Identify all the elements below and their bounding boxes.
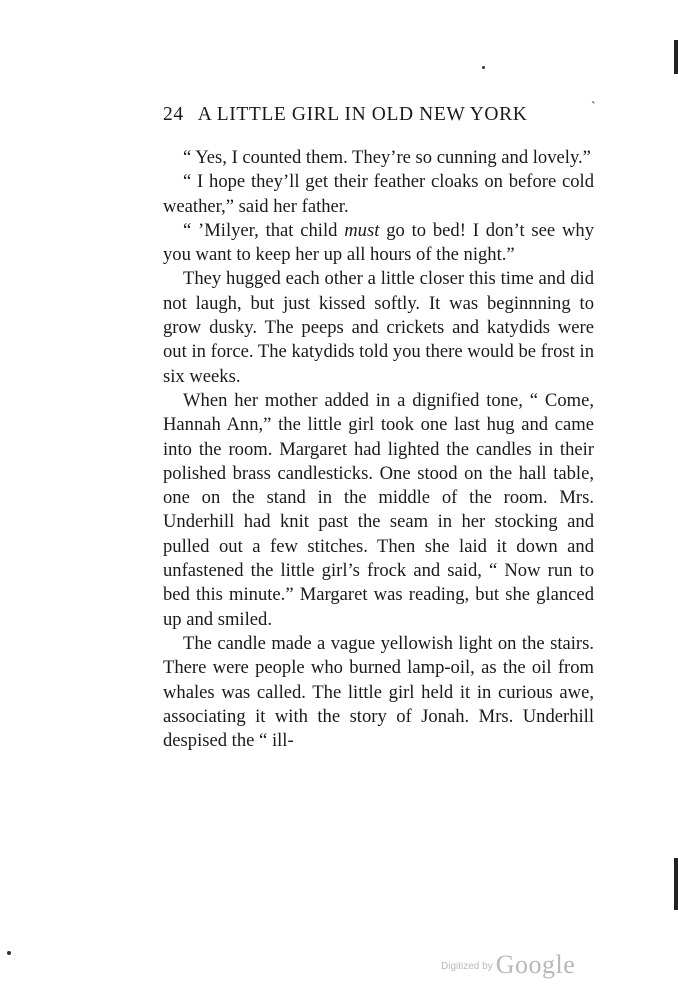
emphasized-word: must: [344, 219, 380, 241]
scan-speck: ˋ: [591, 100, 597, 115]
scan-speck: [482, 66, 485, 69]
paragraph: They hugged each other a little closer this time and did not laugh, but just kissed softly. It was beginnning to grow dusky. The peeps and crickets and katydids were out in force. The katydids told you there would be frost in six weeks.: [163, 268, 594, 387]
paragraph: The candle made a vague yellowish light on the stairs. There were people who burned lamp-oil, as the oil from whales was called. The little girl held it in curious awe, associating it with the story of Jonah. Mrs. Underhill despised the “ ill-: [163, 632, 594, 752]
scan-edge-mark-top: [674, 40, 678, 74]
paragraph: “ I hope they’ll get their feather cloaks on before cold weather,” said her father.: [163, 171, 594, 217]
digitization-watermark: [441, 950, 601, 980]
scan-edge-mark-bottom: [674, 858, 678, 910]
running-header: [163, 100, 603, 126]
paragraph: “ Yes, I counted them. They’re so cunning and lovely.”: [183, 147, 591, 168]
scan-speck: [7, 951, 11, 955]
paragraph: [163, 219, 594, 268]
watermark-prefix: Digitized by: [441, 961, 493, 972]
watermark-brand: Google: [495, 950, 576, 979]
paragraph-text: go to bed! I don’t see why you want to keep her up all hours of the night.”: [163, 219, 594, 266]
running-title: A LITTLE GIRL IN OLD NEW YORK: [197, 104, 528, 125]
paragraph-text: “ ’Milyer, that child: [183, 219, 345, 241]
body-text: [163, 146, 594, 753]
page-number: 24: [163, 104, 184, 125]
paragraph: When her mother added in a dignified tone, “ Come, Hannah Ann,” the little girl took one last hug and came into the room. Margaret had lighted the candles in their polished brass candlesticks. One stood on the hall table, one on the stand in the middle of the room. Mrs. Underhill had knit past the seam in her stocking and pulled out a few stitches. Then she laid it down and unfastened the little girl’s frock and said, “ Now run to bed this minute.” Margaret was reading, but she glanced up and smiled.: [163, 389, 594, 630]
